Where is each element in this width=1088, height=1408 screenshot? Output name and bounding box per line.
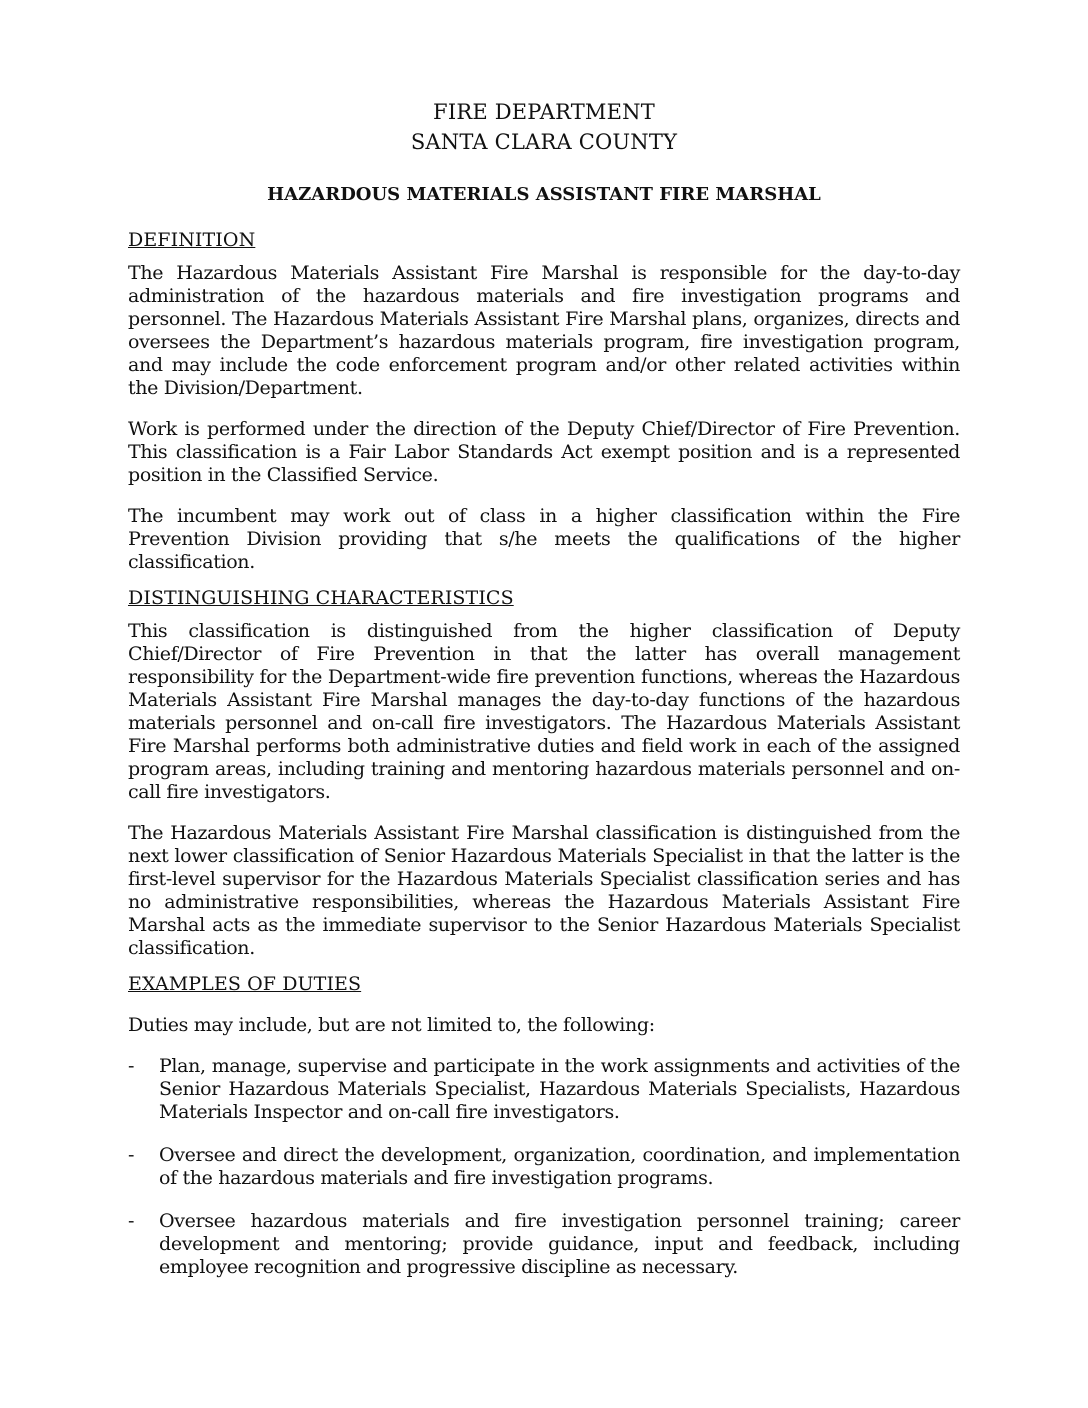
definition-paragraph-2: Work is performed under the direction of the Deputy Chief/Director of Fire Prevention. This classification is a Fair Labor Standards Act exempt position and is a represented position in the Classified Service. bbox=[128, 418, 960, 486]
distinguishing-characteristics-heading: DISTINGUISHING CHARACTERISTICS bbox=[128, 587, 514, 609]
job-title: HAZARDOUS MATERIALS ASSISTANT FIRE MARSHAL bbox=[267, 184, 821, 205]
duty-item bbox=[128, 1210, 960, 1279]
document-header bbox=[128, 97, 960, 157]
dash-bullet: - bbox=[128, 1210, 135, 1232]
definition-paragraph-1: The Hazardous Materials Assistant Fire Marshal is responsible for the day-to-day administration of the hazardous materials and fire investigation programs and personnel. The Hazardous Materials Assistant Fire Marshal plans, organizes, directs and oversees the Department’s hazardous materials program, fire investigation program, and may include the code enforcement program and/or other related activities within the Division/Department. bbox=[128, 262, 960, 399]
duty-item bbox=[128, 1144, 960, 1190]
dash-bullet: - bbox=[128, 1144, 135, 1166]
duty-text: Plan, manage, supervise and participate in the work assignments and activities of the Senior Hazardous Materials Specialist, Hazardous Materials Specialists, Hazardous Materials Inspector and on-call fire investigators. bbox=[159, 1055, 960, 1123]
examples-of-duties-heading: EXAMPLES OF DUTIES bbox=[128, 973, 362, 995]
duty-text: Oversee hazardous materials and fire investigation personnel training; career development and mentoring; provide guidance, input and feedback, including employee recognition and progressive discipline as necessary. bbox=[159, 1210, 960, 1278]
duty-text: Oversee and direct the development, organization, coordination, and implementation of the hazardous materials and fire investigation programs. bbox=[159, 1144, 960, 1189]
distinguishing-paragraph-2: The Hazardous Materials Assistant Fire Marshal classification is distinguished from the next lower classification of Senior Hazardous Materials Specialist in that the latter is the first-level supervisor for the Hazardous Materials Specialist classification series and has no administrative responsibilities, whereas the Hazardous Materials Assistant Fire Marshal acts as the immediate supervisor to the Senior Hazardous Materials Specialist classification. bbox=[128, 822, 960, 959]
duty-item bbox=[128, 1055, 960, 1124]
duties-list bbox=[128, 1055, 960, 1279]
county-name: SANTA CLARA COUNTY bbox=[410, 130, 678, 154]
distinguishing-paragraph-1: This classification is distinguished from the higher classification of Deputy Chief/Director of Fire Prevention in that the latter has overall management responsibility for the Department-wide fire prevention functions, whereas the Hazardous Materials Assistant Fire Marshal manages the day-to-day functions of the hazardous materials personnel and on-call fire investigators. The Hazardous Materials Assistant Fire Marshal performs both administrative duties and field work in each of the assigned program areas, including training and mentoring hazardous materials personnel and on-call fire investigators. bbox=[128, 620, 960, 803]
definition-paragraph-3: The incumbent may work out of class in a higher classification within the Fire Prevention Division providing that s/he meets the qualifications of the higher classification. bbox=[128, 505, 960, 573]
dash-bullet: - bbox=[128, 1055, 135, 1077]
department-name: FIRE DEPARTMENT bbox=[433, 100, 655, 124]
definition-heading: DEFINITION bbox=[128, 229, 256, 251]
duties-intro: Duties may include, but are not limited to, the following: bbox=[128, 1014, 655, 1036]
examples-of-duties-section bbox=[128, 972, 960, 1279]
distinguishing-characteristics-section bbox=[128, 586, 960, 960]
definition-section bbox=[128, 228, 960, 574]
